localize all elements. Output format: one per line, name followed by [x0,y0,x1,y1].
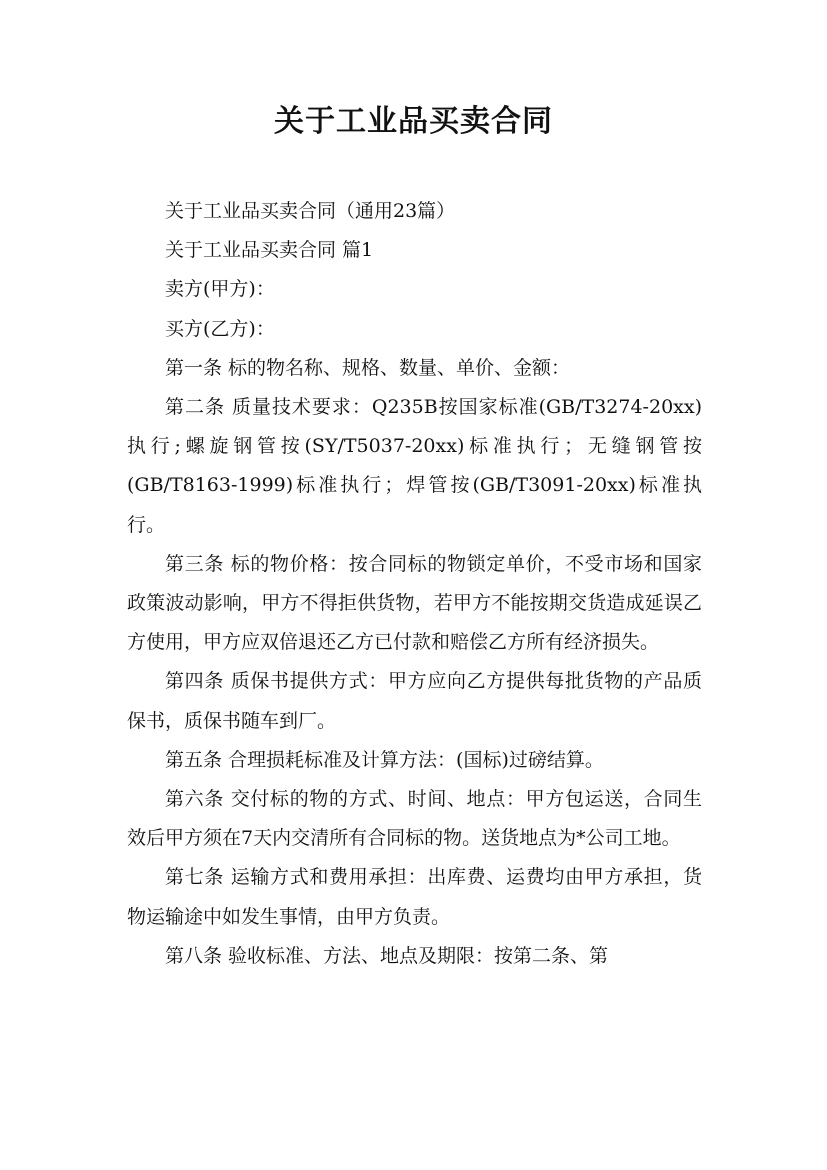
paragraph-article-4: 第四条 质保书提供方式：甲方应向乙方提供每批货物的产品质保书，质保书随车到厂。 [127,670,702,732]
paragraph-article-7: 第七条 运输方式和费用承担：出库费、运费均由甲方承担，货物运输途中如发生事情，由甲方负责。 [127,866,702,928]
paragraph-article-3: 第三条 标的物价格：按合同标的物锁定单价，不受市场和国家政策波动影响，甲方不得拒供货物，若甲方不能按期交货造成延误乙方使用，甲方应双倍退还乙方已付款和赔偿乙方所有经济损失。 [127,552,702,654]
document-title: 关于工业品买卖合同 [274,104,553,139]
paragraph-article-1: 第一条 标的物名称、规格、数量、单价、金额： [165,356,571,379]
paragraph-buyer: 买方(乙方)： [165,317,275,340]
document-body [127,192,702,976]
paragraph-article-2: 第二条 质量技术要求：Q235B按国家标准(GB/T3274-20xx)执行;螺旋钢管按(SY/T5037-20xx)标准执行；无缝钢管按(GB/T8163-1999)标准执行；焊管按(GB/T3091-20xx)标准执行。 [127,396,702,536]
paragraph-section-heading: 关于工业品买卖合同 篇1 [165,239,374,262]
paragraph-subtitle: 关于工业品买卖合同（通用23篇） [165,200,456,222]
paragraph-article-5: 第五条 合理损耗标准及计算方法：(国标)过磅结算。 [165,748,604,771]
paragraph-seller: 卖方(甲方)： [165,278,275,301]
paragraph-article-6: 第六条 交付标的物的方式、时间、地点：甲方包运送，合同生效后甲方须在7天内交清所有合同标的物。送货地点为*公司工地。 [127,788,702,850]
paragraph-article-8: 第八条 验收标准、方法、地点及期限：按第二条、第 [165,944,609,967]
